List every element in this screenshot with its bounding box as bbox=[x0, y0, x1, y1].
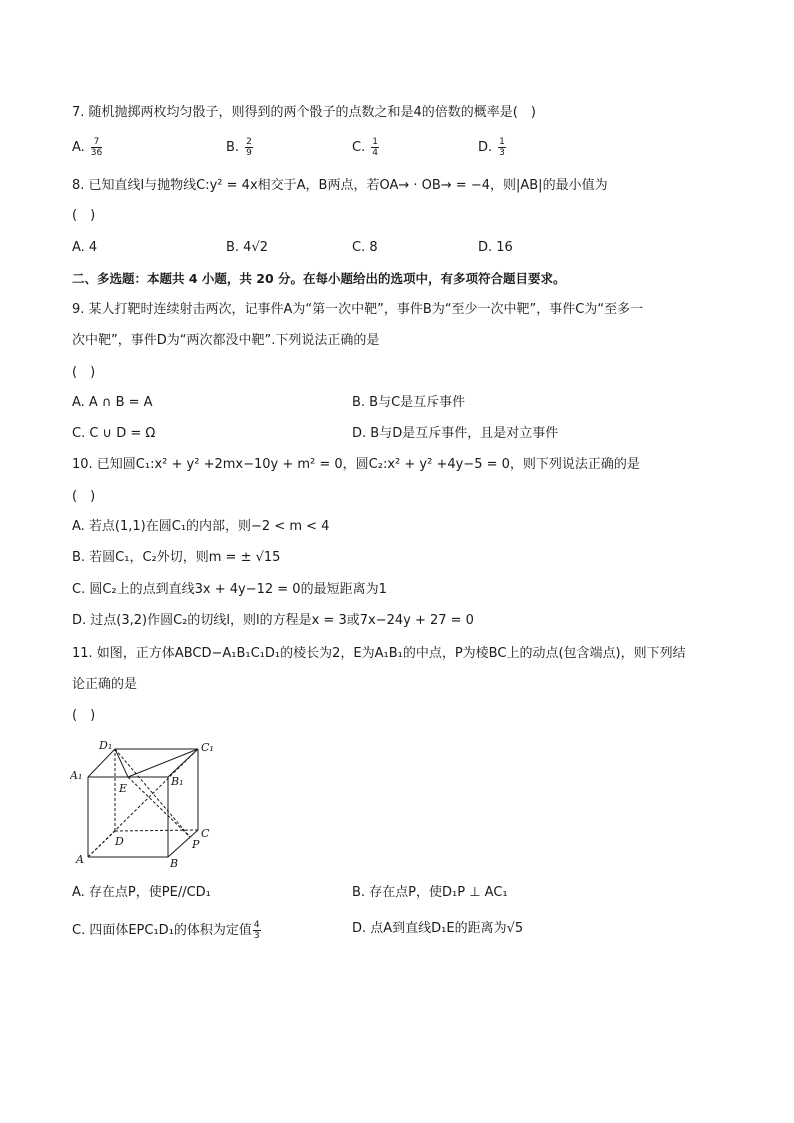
section-heading: 二、多选题：本题共 4 小题，共 20 分。在每小题给出的选项中，有多项符合题目要求。 bbox=[72, 271, 566, 286]
q8-option-d[interactable]: D. 16 bbox=[478, 240, 513, 255]
q8-option-b[interactable]: B. 4√2 bbox=[226, 240, 269, 255]
label-e: E bbox=[119, 782, 128, 795]
q11-stem-line1: 11. 如图，正方体ABCD−A₁B₁C₁D₁的棱长为2，E为A₁B₁的中点，P为棱BC上的动点(包含端点)，则下列结 bbox=[72, 646, 686, 661]
fraction: $\frac{1}{4}$ bbox=[372, 137, 378, 158]
edge-c1-b1 bbox=[168, 749, 198, 777]
fraction: $\frac{4}{3}$ bbox=[253, 920, 260, 941]
fraction: $\frac{1}{3}$ bbox=[499, 137, 505, 158]
q10-option-a[interactable]: A. 若点(1,1)在圆C₁的内部，则−2 < m < 4 bbox=[72, 519, 330, 534]
q10-stem: 10. 已知圆C₁:x² + y² +2mx−10y + m² = 0，圆C₂:x² + y² +4y−5 = 0，则下列说法正确的是 bbox=[72, 457, 640, 472]
q9-stem-line2: 次中靶”，事件D为“两次都没中靶”.下列说法正确的是 bbox=[72, 333, 380, 348]
q11-stem-line2: 论正确的是 bbox=[72, 677, 138, 692]
fraction: $\frac{7}{36}$ bbox=[90, 137, 103, 158]
q7-option-c[interactable]: C. $\frac{1}{4}$ bbox=[352, 137, 378, 158]
label-d1: D₁ bbox=[99, 739, 113, 752]
q9-option-b[interactable]: B. B与C是互斥事件 bbox=[352, 395, 466, 410]
label-p: P bbox=[192, 838, 200, 851]
q9-option-d[interactable]: D. B与D是互斥事件，且是对立事件 bbox=[352, 426, 559, 441]
q10-option-c[interactable]: C. 圆C₂上的点到直线3x + 4y−12 = 0的最短距离为1 bbox=[72, 582, 387, 597]
q11-option-d[interactable]: D. 点A到直线D₁E的距离为√5 bbox=[352, 921, 524, 936]
q8-paren: ( ) bbox=[72, 208, 96, 223]
edge-a1-d1 bbox=[88, 749, 115, 777]
q11-paren: ( ) bbox=[72, 708, 96, 723]
q7-option-b[interactable]: B. $\frac{2}{9}$ bbox=[226, 137, 252, 158]
q7-option-d[interactable]: D. $\frac{1}{3}$ bbox=[478, 137, 505, 158]
label-b: B bbox=[170, 857, 179, 870]
segment-d1-e bbox=[115, 749, 128, 777]
q9-paren: ( ) bbox=[72, 365, 96, 380]
hidden-edge-d-c bbox=[115, 830, 198, 831]
q10-option-d[interactable]: D. 过点(3,2)作圆C₂的切线l，则l的方程是x = 3或7x−24y + 27 = 0 bbox=[72, 613, 474, 628]
label-c1: C₁ bbox=[201, 741, 214, 754]
q8-stem: 8. 已知直线l与抛物线C:y² = 4x相交于A，B两点，若OA→ · OB→ = −4，则|AB|的最小值为 bbox=[72, 178, 608, 193]
q7-stem: 7. 随机抛掷两枚均匀骰子，则得到的两个骰子的点数之和是4的倍数的概率是( ) bbox=[72, 105, 536, 120]
label-a1: A₁ bbox=[70, 769, 83, 782]
q11-option-a[interactable]: A. 存在点P，使PE//CD₁ bbox=[72, 885, 211, 900]
q10-option-b[interactable]: B. 若圆C₁，C₂外切，则m = ± √15 bbox=[72, 550, 281, 565]
q9-option-c[interactable]: C. C ∪ D = Ω bbox=[72, 426, 156, 441]
label-d: D bbox=[115, 835, 124, 848]
cube-figure bbox=[70, 735, 230, 870]
q8-option-a[interactable]: A. 4 bbox=[72, 240, 98, 255]
q9-option-a[interactable]: A. A ∩ B = A bbox=[72, 395, 153, 410]
q9-stem-line1: 9. 某人打靶时连续射击两次，记事件A为“第一次中靶”，事件B为“至少一次中靶”，事件C为“至多一 bbox=[72, 302, 644, 317]
q10-paren: ( ) bbox=[72, 489, 96, 504]
q11-option-b[interactable]: B. 存在点P，使D₁P ⊥ AC₁ bbox=[352, 885, 508, 900]
q11-option-c[interactable]: C. 四面体EPC₁D₁的体积为定值 $\frac{4}{3}$ bbox=[72, 920, 260, 941]
label-a: A bbox=[76, 853, 84, 866]
fraction: $\frac{2}{9}$ bbox=[246, 137, 252, 158]
label-b1: B₁ bbox=[171, 775, 184, 788]
q7-option-a[interactable]: A. $\frac{7}{36}$ bbox=[72, 137, 103, 158]
label-c: C bbox=[201, 827, 210, 840]
q8-option-c[interactable]: C. 8 bbox=[352, 240, 378, 255]
segment-e-c1 bbox=[128, 749, 198, 777]
segment-a-c1 bbox=[88, 749, 198, 857]
